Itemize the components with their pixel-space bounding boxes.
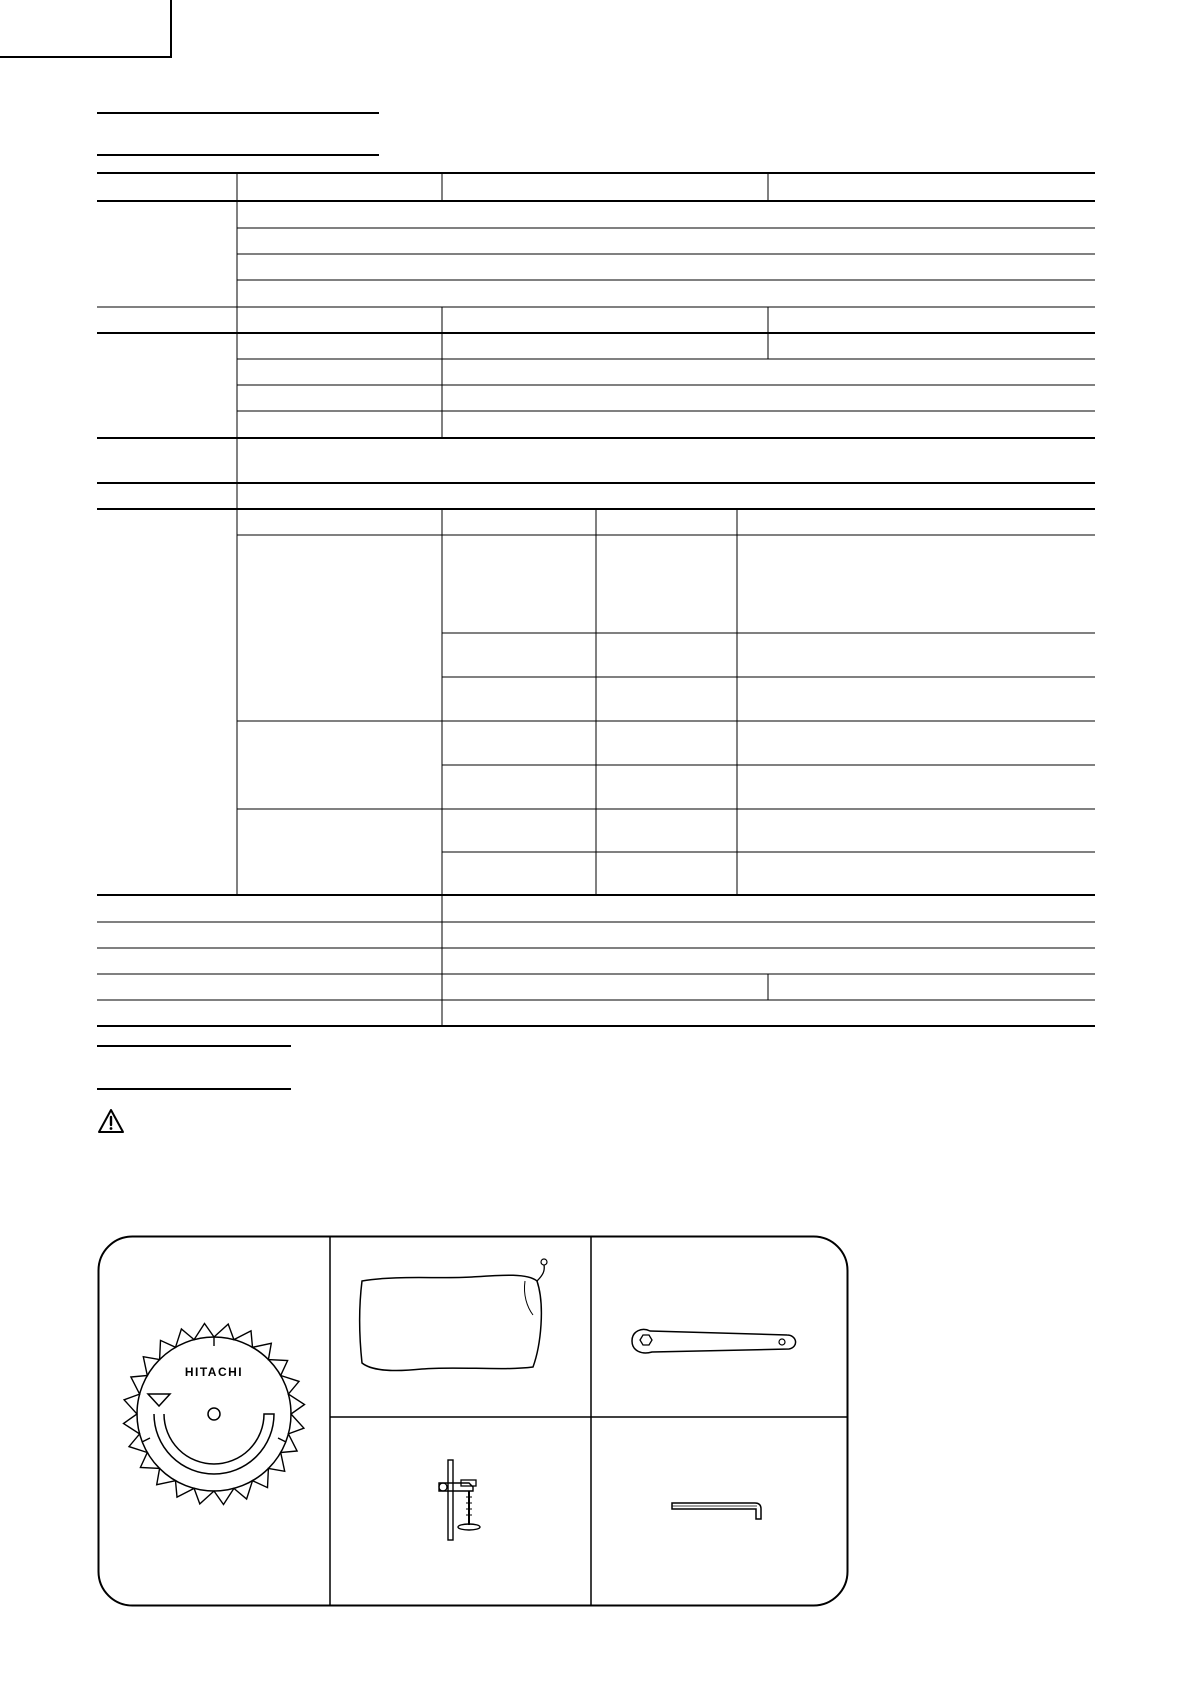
specifications-grid (97, 172, 1095, 1032)
saw-blade-icon (124, 1324, 305, 1505)
heading-underline-2 (97, 154, 379, 156)
section-underline-1 (97, 1045, 291, 1047)
dust-bag-icon (360, 1259, 547, 1371)
vise-clamp-icon (439, 1460, 480, 1540)
accessories-grid (97, 1235, 849, 1607)
box-wrench-icon (632, 1329, 796, 1353)
blade-teeth (124, 1324, 305, 1505)
specifications-table (97, 172, 1095, 1032)
blade-brand-text: HITACHI (184, 1365, 244, 1379)
warning-icon (97, 1108, 125, 1134)
heading-underline-1 (97, 112, 379, 114)
section-underline-2 (97, 1088, 291, 1090)
page-number-box (0, 0, 172, 58)
standard-accessories-panel (97, 1235, 849, 1607)
hex-bar-wrench-icon (672, 1503, 761, 1519)
